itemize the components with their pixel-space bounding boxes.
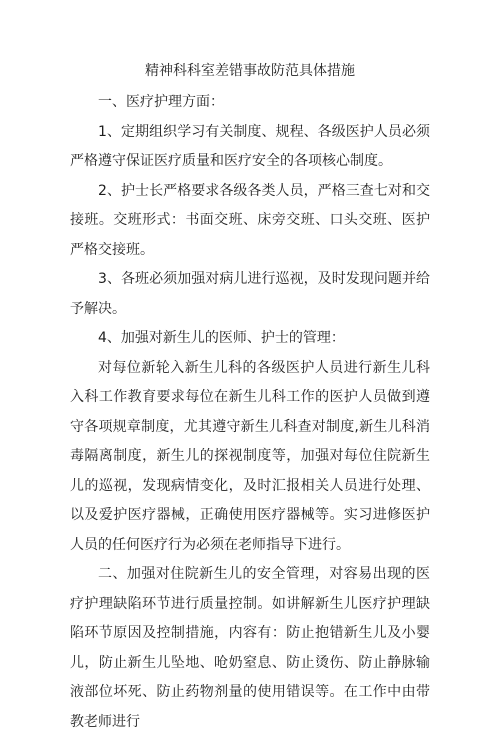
paragraph-item-1: 1、定期组织学习有关制度、规程、各级医护人员必须严格遵守保证医疗质量和医疗安全的各项核心制度。 xyxy=(70,123,430,169)
section-heading-safety: 二、加强对住院新生儿的安全管理，对容易出现的医疗护理缺陷环节进行质量控制。如讲解新生儿医疗护理缺陷环节原因及控制措施，内容有：防止抱错新生儿及小婴儿，防止新生儿坠地、呛奶窒息、防止烫伤、防止静脉输液部位坏死、防止药物剂量的使用错误等。在工作中由带教老师进行 xyxy=(70,566,430,730)
section-heading-medical-care: 一、医疗护理方面： xyxy=(98,94,224,110)
paragraph-item-4: 4、加强对新生儿的医师、护士的管理： xyxy=(98,330,345,346)
document-title: 精神科科室差错事故防范具体措施 xyxy=(145,63,355,79)
paragraph-newborn-staff: 对每位新轮入新生儿科的各级医护人员进行新生儿科入科工作教育要求每位在新生儿科工作的医护人员做到遵守各项规章制度，尤其遵守新生儿科查对制度,新生儿科消毒隔离制度，新生儿的探视制度等，加强对每位住院新生儿的巡视，发现病情变化，及时汇报相关人员进行处理、以及爱护医疗器械，正确使用医疗器械等。实习进修医护人员的任何医疗行为必须在老师指导下进行。 xyxy=(70,359,430,553)
paragraph-item-2: 2、护士长严格要求各级各类人员，严格三查七对和交接班。交班形式：书面交班、床旁交班、口头交班、医护严格交接班。 xyxy=(70,182,430,258)
paragraph-item-3: 3、各班必须加强对病儿进行巡视，及时发现问题并给予解决。 xyxy=(70,271,430,317)
